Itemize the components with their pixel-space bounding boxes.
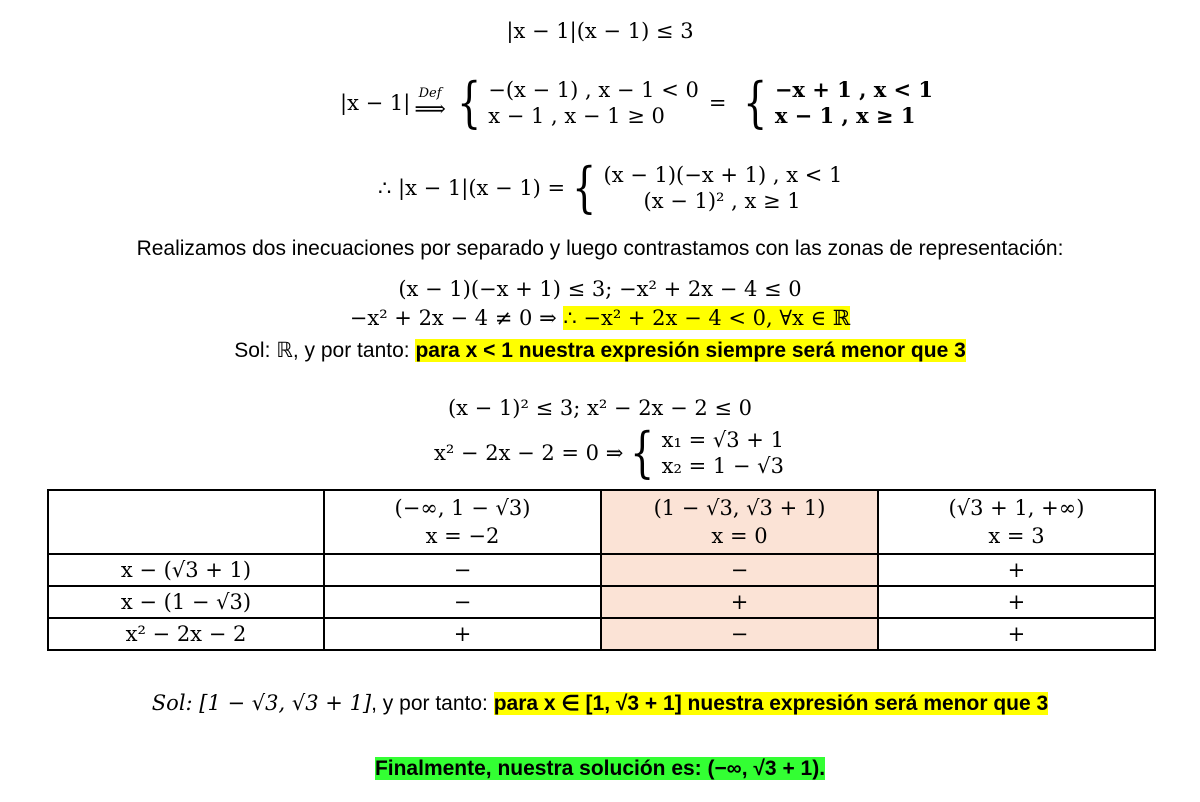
therefore-lhs: ∴ |x − 1|(x − 1) = — [378, 176, 566, 200]
table-header-cell — [324, 490, 601, 554]
def-cases — [488, 77, 699, 129]
abs-lhs: |x − 1| — [340, 91, 411, 115]
root-2: x₂ = 1 − √3 — [661, 454, 784, 478]
table-header-cell — [878, 490, 1155, 554]
therefore-cases — [604, 162, 843, 214]
sign-cell: − — [601, 554, 878, 586]
left-brace-icon: { — [457, 71, 482, 134]
inequality-1-step: −x² + 2x − 4 ≠ 0 ⇒ — [349, 306, 564, 330]
table-row — [48, 554, 1155, 586]
table-row — [48, 618, 1155, 650]
final-solution-highlight: Finalmente, nuestra solución es: (−∞, √3 + 1). — [374, 757, 826, 780]
solution-1-highlight: para x < 1 nuestra expresión siempre será menor que 3 — [415, 339, 966, 362]
table-header-row — [48, 490, 1155, 554]
left-brace-icon: { — [743, 71, 768, 134]
therefore-case-1: (x − 1)(−x + 1) , x < 1 — [603, 163, 843, 187]
simplified-cases — [775, 77, 933, 129]
row-label: x − (√3 + 1) — [48, 554, 324, 586]
sign-cell: + — [324, 618, 601, 650]
table-row — [48, 586, 1155, 618]
interval-label: (√3 + 1, +∞) — [948, 496, 1085, 520]
test-value: x = 0 — [711, 524, 768, 548]
inequality-1-line-1: (x − 1)(−x + 1) ≤ 3; −x² + 2x − 4 ≤ 0 — [398, 277, 802, 301]
intro-paragraph: Realizamos dos inecuaciones por separado y luego contrastamos con las zonas de representación: — [136, 237, 1064, 260]
solution-2 — [0, 690, 1200, 717]
table-header-cell — [601, 490, 878, 554]
row-label: x² − 2x − 2 — [48, 618, 324, 650]
equals-sign: = — [708, 91, 727, 115]
def-case-1: −(x − 1) , x − 1 < 0 — [488, 78, 699, 102]
abs-definition-block — [340, 71, 934, 134]
interval-label: (1 − √3, √3 + 1) — [653, 496, 826, 520]
sign-cell: − — [324, 554, 601, 586]
sign-cell: − — [324, 586, 601, 618]
sign-cell: − — [601, 618, 878, 650]
left-brace-icon: { — [630, 421, 655, 484]
inequality-1-conclusion: ∴ −x² + 2x − 4 < 0, ∀x ∈ ℝ — [563, 306, 851, 330]
table-header-cell — [48, 490, 324, 554]
solution-2-interval: Sol: [1 − √3, √3 + 1] — [151, 691, 372, 715]
def-arrow: Def ⟹ — [414, 85, 446, 122]
sign-table — [47, 489, 1156, 651]
sign-cell: + — [601, 586, 878, 618]
test-value: x = 3 — [988, 524, 1045, 548]
roots-block — [434, 421, 784, 484]
roots-lhs: x² − 2x − 2 = 0 ⇒ — [434, 441, 624, 465]
root-1: x₁ = √3 + 1 — [661, 428, 784, 452]
simplified-case-2: x − 1 , x ≥ 1 — [774, 103, 916, 128]
inequality-1-line-2 — [0, 305, 1200, 331]
test-value: x = −2 — [425, 524, 500, 548]
left-brace-icon: { — [572, 156, 597, 219]
simplified-case-1: −x + 1 , x < 1 — [774, 77, 934, 102]
solution-1 — [0, 337, 1200, 364]
equation-original: |x − 1|(x − 1) ≤ 3 — [506, 19, 694, 43]
therefore-block — [378, 156, 843, 219]
therefore-case-2: (x − 1)² , x ≥ 1 — [643, 189, 801, 213]
interval-label: (−∞, 1 − √3) — [394, 496, 531, 520]
solution-2-highlight: para x ∈ [1, √3 + 1] nuestra expresión será menor que 3 — [493, 692, 1049, 715]
sign-cell: + — [878, 586, 1155, 618]
def-case-2: x − 1 , x − 1 ≥ 0 — [488, 104, 665, 128]
row-label: x − (1 − √3) — [48, 586, 324, 618]
inequality-2-line-1: (x − 1)² ≤ 3; x² − 2x − 2 ≤ 0 — [447, 396, 753, 420]
roots-cases — [662, 427, 784, 479]
final-solution — [0, 755, 1200, 782]
solution-1-prefix: Sol: ℝ, y por tanto: — [234, 339, 416, 362]
sign-cell: + — [878, 618, 1155, 650]
solution-2-prefix: , y por tanto: — [371, 692, 494, 715]
sign-cell: + — [878, 554, 1155, 586]
